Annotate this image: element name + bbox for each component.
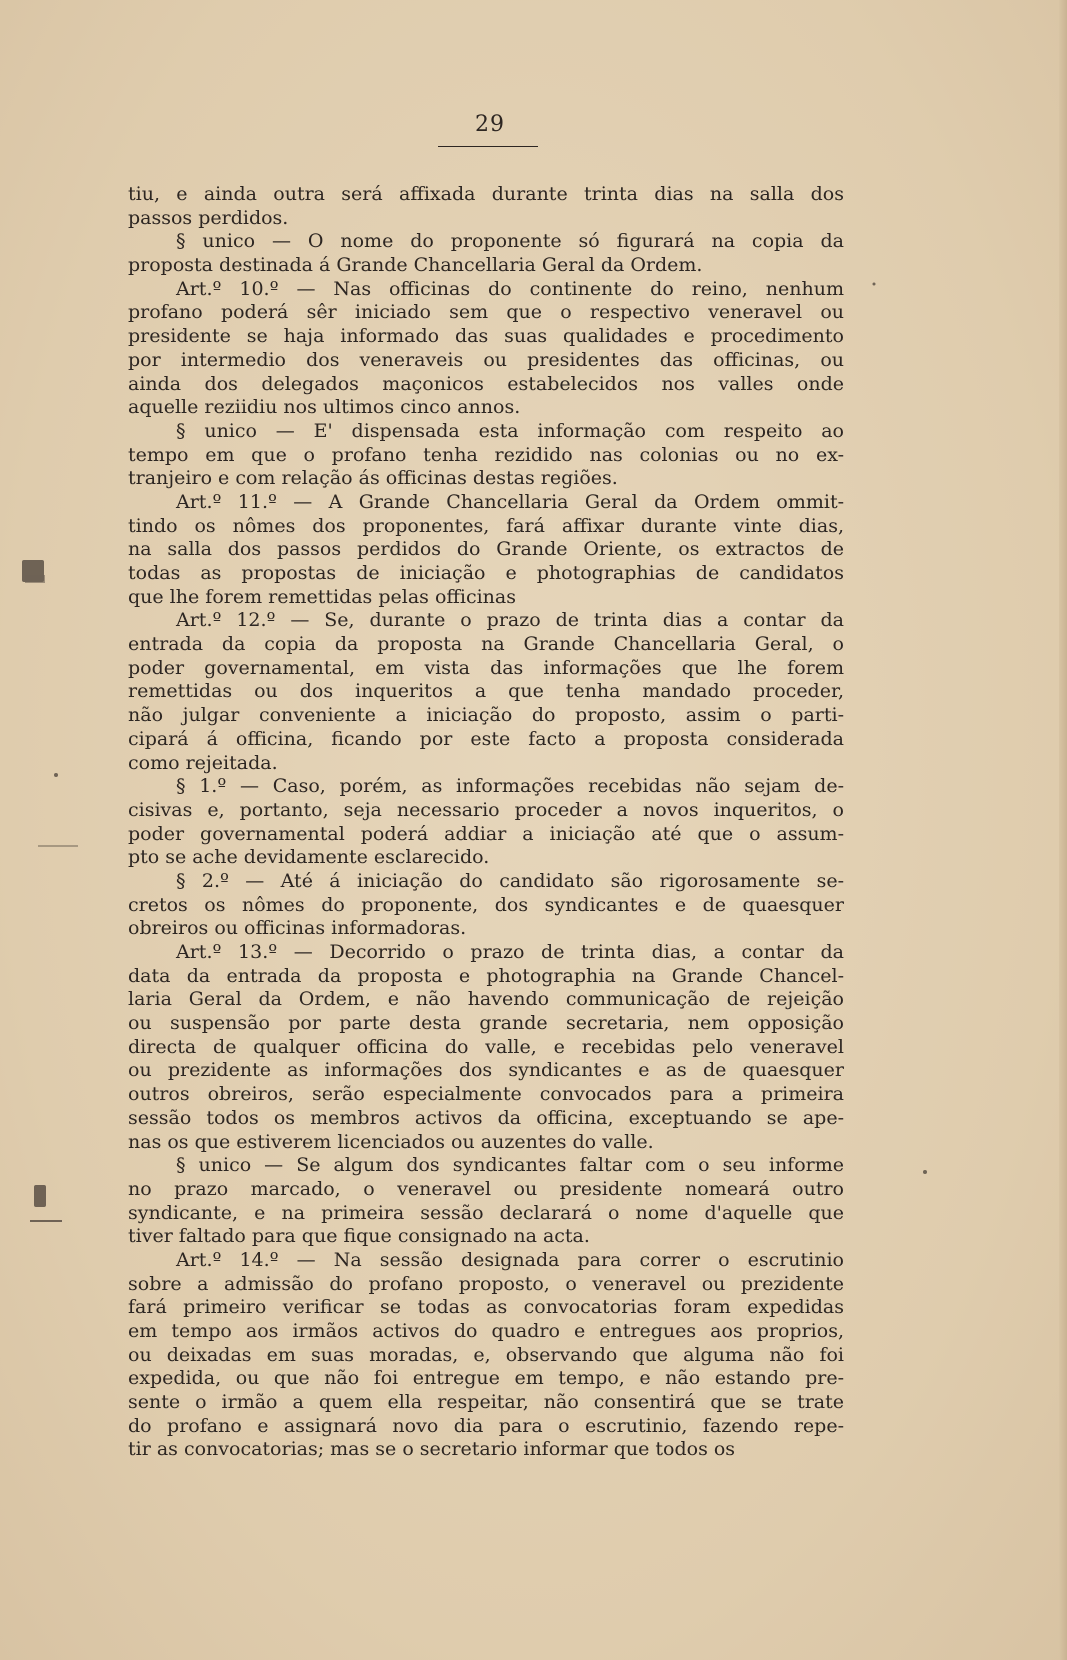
paragraph	[128, 941, 844, 1154]
body-text	[128, 183, 844, 1462]
text-line: por intermedio dos veneraveis ou presidentes das officinas, ou	[128, 348, 844, 371]
text-line: sente o irmão a quem ella respeitar, não consentirá que se trate	[128, 1391, 844, 1414]
text-line: cisivas e, portanto, seja necessario proceder a novos inqueritos, o	[128, 798, 844, 821]
text-line: proposta destinada á Grande Chancellaria Geral da Ordem.	[128, 254, 703, 277]
text-line: expedida, ou que não foi entregue em tempo, e não estando pre-	[128, 1367, 844, 1390]
text-line: passos perdidos.	[128, 206, 289, 229]
text-line: Art.º 10.º — Nas officinas do continente do reino, nenhum	[176, 277, 844, 300]
text-line: tranjeiro e com relação ás officinas destas regiões.	[128, 467, 618, 490]
margin-stain	[873, 283, 876, 286]
paragraph	[128, 420, 844, 491]
text-line: cretos os nômes do proponente, dos syndicantes e de quaesquer	[128, 893, 844, 916]
margin-stain	[38, 845, 78, 847]
paragraph	[128, 183, 844, 230]
text-line: data da entrada da proposta e photographia na Grande Chancel-	[128, 964, 844, 987]
text-line: profano poderá sêr iniciado sem que o respectivo veneravel ou	[128, 301, 844, 324]
paragraph	[128, 491, 844, 609]
text-line: em tempo aos irmãos activos do quadro e entregues aos proprios,	[128, 1320, 844, 1342]
text-line: no prazo marcado, o veneravel ou presidente nomeará outro	[128, 1177, 844, 1200]
text-line: Art.º 12.º — Se, durante o prazo de trinta dias a contar da	[176, 609, 844, 632]
text-line: poder governamental poderá addiar a iniciação até que o assum-	[128, 822, 844, 845]
text-line: § 2.º — Até á iniciação do candidato são rigorosamente se-	[176, 869, 844, 892]
paragraph	[128, 609, 844, 775]
text-line: § unico — E' dispensada esta informação com respeito ao	[176, 419, 844, 442]
text-line: tindo os nômes dos proponentes, fará affixar durante vinte dias,	[128, 514, 844, 537]
text-line: outros obreiros, serão especialmente convocados para a primeira	[128, 1083, 844, 1106]
text-line: do profano e assignará novo dia para o escrutinio, fazendo repe-	[128, 1414, 844, 1437]
text-line: sobre a admissão do profano proposto, o veneravel ou prezidente	[128, 1272, 844, 1295]
text-line: obreiros ou officinas informadoras.	[128, 917, 467, 940]
margin-stain	[22, 560, 44, 582]
text-line: não julgar conveniente a iniciação do proposto, assim o parti-	[128, 704, 844, 727]
margin-stain	[34, 1185, 46, 1207]
text-line: § 1.º — Caso, porém, as informações recebidas não sejam de-	[176, 775, 844, 798]
text-line: ou prezidente as informações dos syndicantes e as de quaesquer	[128, 1059, 844, 1082]
text-line: remettidas ou dos inqueritos a que tenha mandado proceder,	[128, 680, 844, 703]
text-line: tiu, e ainda outra será affixada durante trinta dias na salla dos	[128, 183, 844, 205]
text-line: § unico — Se algum dos syndicantes faltar com o seu informe	[176, 1154, 844, 1177]
text-line: presidente se haja informado das suas qualidades e procedimento	[128, 325, 844, 348]
text-line: aquelle reziidiu nos ultimos cinco annos.	[128, 396, 521, 419]
paragraph	[128, 1249, 844, 1462]
text-line: Art.º 14.º — Na sessão designada para correr o escrutinio	[176, 1248, 844, 1271]
paragraph	[128, 775, 844, 870]
text-line: como rejeitada.	[128, 751, 278, 774]
page-edge	[1059, 0, 1067, 1660]
margin-stain	[54, 773, 58, 777]
page-number: 29	[475, 112, 505, 137]
margin-stain	[923, 1170, 927, 1174]
text-line: directa de qualquer officina do valle, e recebidas pelo veneravel	[128, 1035, 844, 1058]
text-line: cipará á officina, ficando por este facto a proposta considerada	[128, 727, 844, 750]
text-line: entrada da copia da proposta na Grande Chancellaria Geral, o	[128, 633, 844, 656]
paragraph	[128, 870, 844, 941]
paragraph	[128, 1154, 844, 1249]
text-line: laria Geral da Ordem, e não havendo communicação de rejeição	[128, 988, 844, 1011]
text-line: Art.º 13.º — Decorrido o prazo de trinta dias, a contar da	[176, 941, 844, 963]
text-line: tir as convocatorias; mas se o secretario informar que todos os	[128, 1438, 736, 1461]
margin-stain	[25, 575, 45, 583]
text-line: fará primeiro verificar se todas as convocatorias foram expedidas	[128, 1296, 844, 1319]
text-line: na salla dos passos perdidos do Grande Oriente, os extractos de	[128, 538, 844, 561]
paragraph	[128, 278, 844, 420]
text-line: syndicante, e na primeira sessão declarará o nome d'aquelle que	[128, 1201, 844, 1224]
text-line: § unico — O nome do proponente só figurará na copia da	[176, 230, 844, 253]
text-line: todas as propostas de iniciação e photographias de candidatos	[128, 562, 844, 584]
text-line: ainda dos delegados maçonicos estabelecidos nos valles onde	[128, 372, 844, 395]
paragraph	[128, 230, 844, 277]
text-line: sessão todos os membros activos da officina, exceptuando se ape-	[128, 1106, 844, 1129]
margin-stain	[30, 1220, 62, 1222]
text-line: tiver faltado para que fique consignado na acta.	[128, 1225, 590, 1248]
header-rule	[438, 146, 538, 147]
text-line: que lhe forem remettidas pelas officinas	[128, 585, 516, 608]
text-line: ou suspensão por parte desta grande secretaria, nem opposição	[128, 1012, 844, 1035]
text-line: poder governamental, em vista das informações que lhe forem	[128, 656, 844, 679]
text-line: pto se ache devidamente esclarecido.	[128, 846, 490, 869]
text-line: ou deixadas em suas moradas, e, observando que alguma não foi	[128, 1343, 844, 1366]
text-line: nas os que estiverem licenciados ou auzentes do valle.	[128, 1130, 654, 1153]
text-line: Art.º 11.º — A Grande Chancellaria Geral da Ordem ommit-	[176, 490, 844, 513]
text-line: tempo em que o profano tenha rezidido nas colonias ou no ex-	[128, 443, 844, 466]
